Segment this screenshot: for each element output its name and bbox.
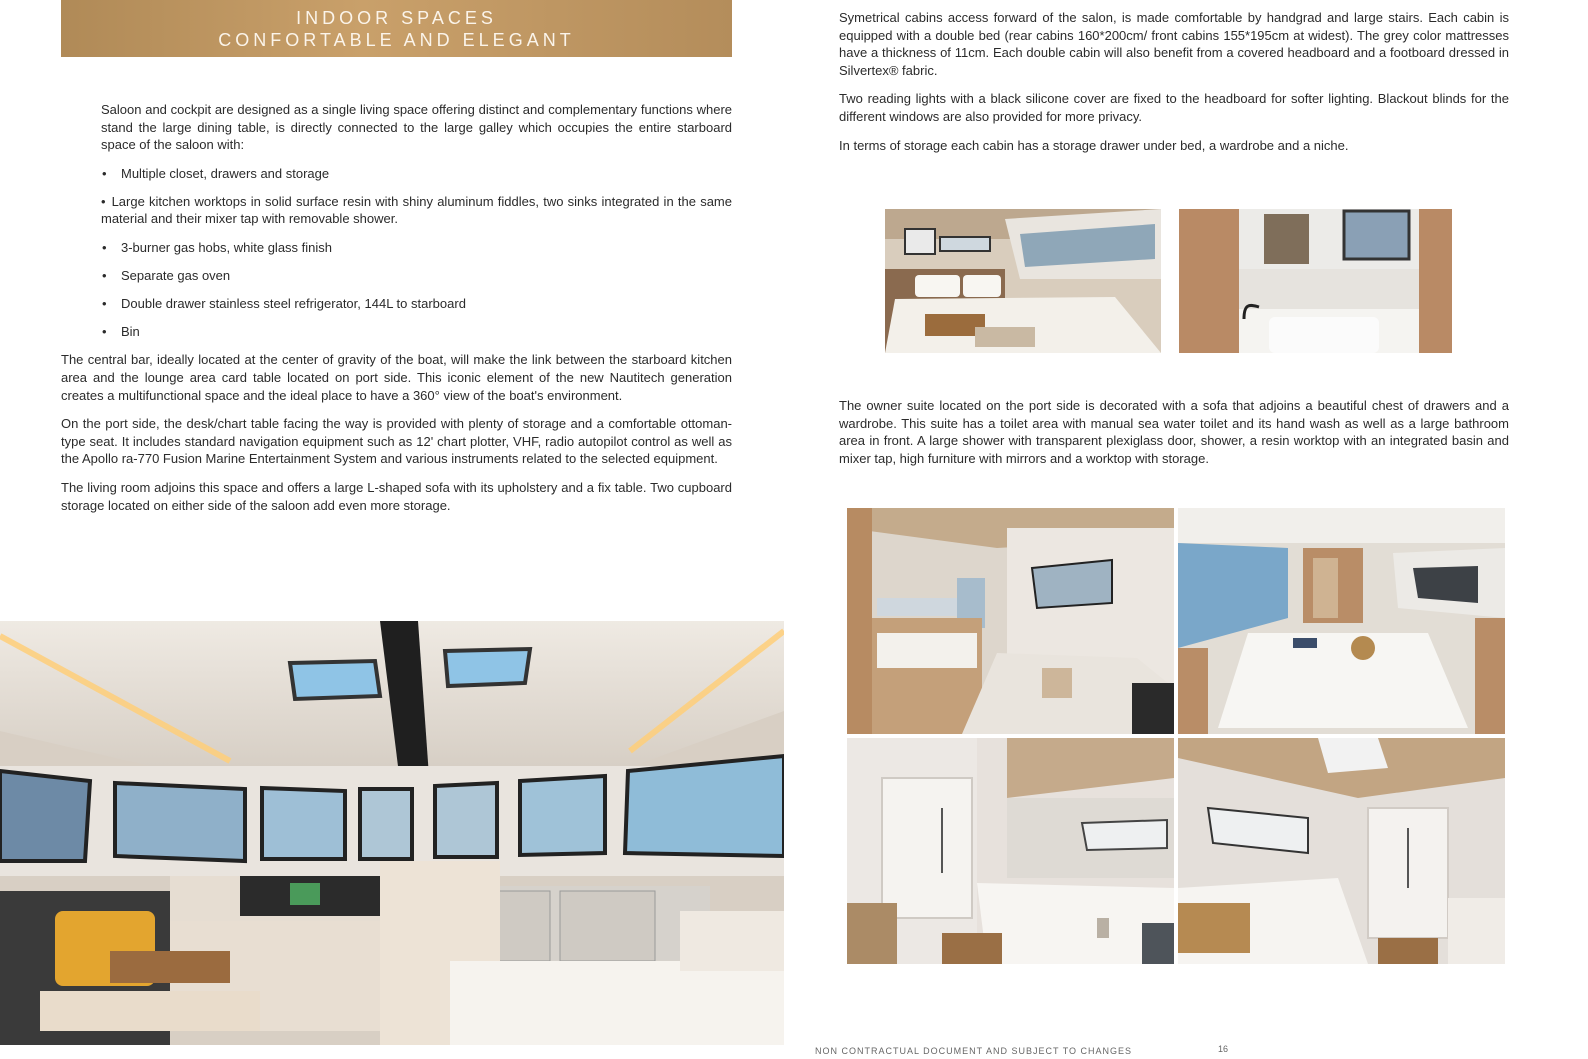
owner-suite-photo-sofa [847,508,1174,734]
banner-title-line2: CONFORTABLE AND ELEGANT [218,29,575,50]
galley-feature-list [101,165,732,341]
cabin-photo-bed [885,209,1161,353]
page-number: 16 [1218,1044,1229,1054]
owner-suite-paragraph: The owner suite located on the port side is decorated with a sofa that adjoins a beautiful chest of drawers and a wardrobe. This suite has a toilet area with manual sea water toilet and its hand wash as well as a large bathroom area in front. A large shower with transparent plexiglass door, shower, a resin worktop with an integrated basin and mixer tap, high furniture with mirrors and a worktop with storage. [839,398,1509,466]
section-banner [61,0,732,57]
list-item: • Large kitchen worktops in solid surface resin with shiny aluminum fiddles, two sinks integrated in the same material and their mixer tap with removable shower. [101,193,732,227]
footer-disclaimer: NON CONTRACTUAL DOCUMENT AND SUBJECT TO CHANGES [815,1046,1133,1056]
owner-suite-text [839,397,1509,478]
owner-suite-photo-shower [1178,738,1505,964]
list-item: • Multiple closet, drawers and storage [102,165,330,181]
reading-lights-paragraph: Two reading lights with a black silicone cover are fixed to the headboard for softer lighting. Blackout blinds for the different windows are also provided for more privacy. [839,91,1509,124]
right-text-column [839,9,1509,165]
list-item: • Double drawer stainless steel refrigerator, 144L to starboard [102,295,466,311]
cabin-storage-paragraph: In terms of storage each cabin has a storage drawer under bed, a wardrobe and a niche. [839,137,1349,153]
list-item: • Bin [102,323,140,339]
cabins-paragraph: Symetrical cabins access forward of the salon, is made comfortable by handgrad and large stairs. Each cabin is equipped with a double bed (rear cabins 160*200cm/ front cabins 155*195cm at widest). The grey color mattresses have a thickness of 11cm. Each double cabin will also benefit from a covered headboard and a footboard dressed in Silvertex® fabric. [839,10,1509,78]
cabin-photo-headboard [1179,209,1452,353]
living-room-paragraph: The living room adjoins this space and offers a large L-shaped sofa with its upholstery and a fix table. Two cupboard storage located on either side of the saloon add even more storage. [61,480,732,513]
central-bar-paragraph: The central bar, ideally located at the center of gravity of the boat, will make the link between the starboard kitchen area and the lounge area card table located on port side. This iconic element of the new Nautitech generation creates a multifunctional space and the ideal place to have a 360° view of the boat's environment. [61,352,732,403]
intro-paragraph: Saloon and cockpit are designed as a single living space offering distinct and complementary functions where stand the large dining table, is directly connected to the large galley which occupies the entire starboard space of the saloon with: [101,102,732,153]
chart-table-paragraph: On the port side, the desk/chart table facing the way is provided with plenty of storage and a comfortable ottoman-type seat. It includes standard navigation equipment such as 12' chart plotter, VHF, radio autopilot control as well as the Apollo ra-770 Fusion Marine Entertainment System and various instruments related to the selected equipment. [61,416,732,467]
saloon-photo [0,621,784,1045]
list-item: • Separate gas oven [102,267,231,283]
banner-title-line1: INDOOR SPACES [296,7,497,28]
owner-suite-photo-bathroom-vanity [847,738,1174,964]
owner-suite-photo-bed [1178,508,1505,734]
list-item: • 3-burner gas hobs, white glass finish [102,239,333,255]
left-text-column [61,101,732,525]
